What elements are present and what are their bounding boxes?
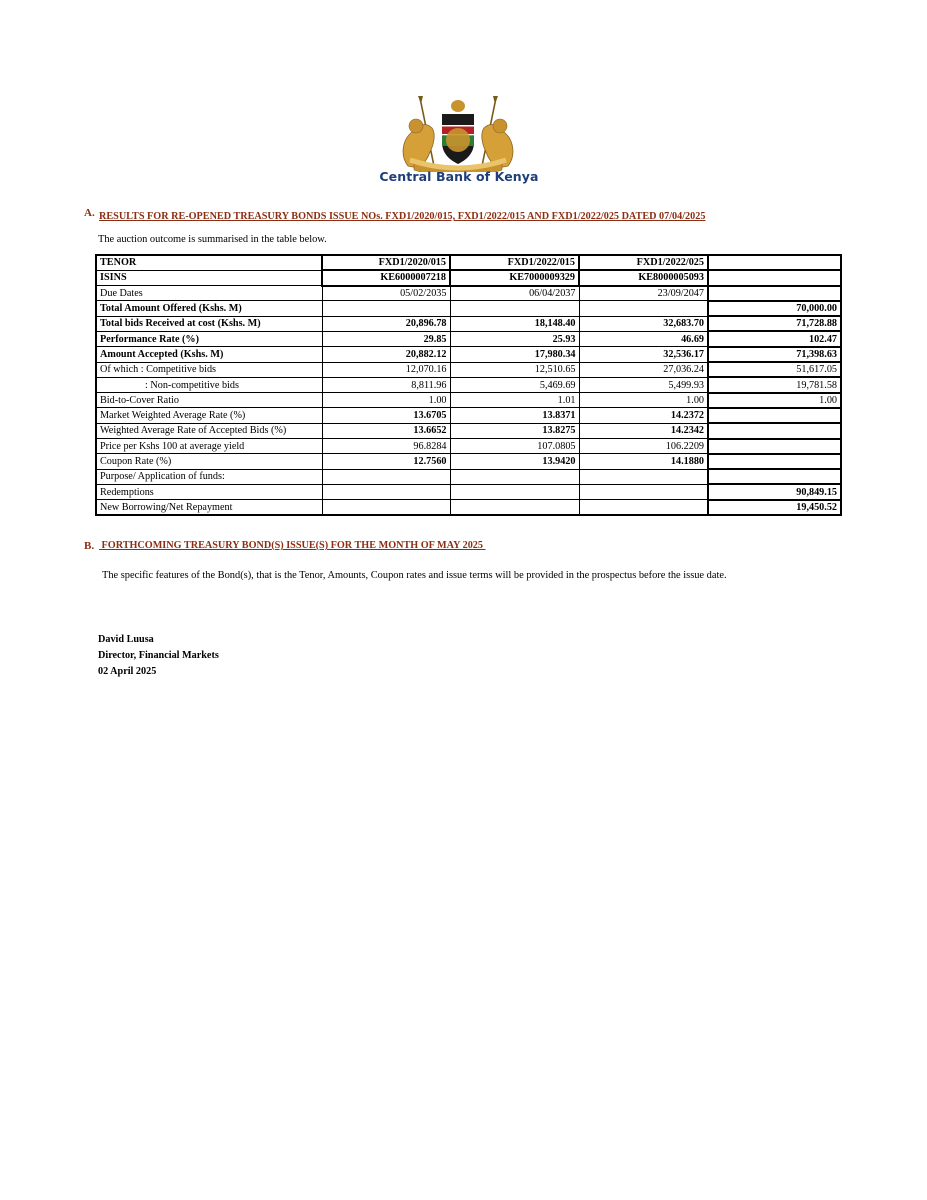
row-label-cell: Purpose/ Application of funds: (96, 469, 322, 484)
row-label-cell: Weighted Average Rate of Accepted Bids (%) (96, 423, 322, 438)
table-row (96, 469, 841, 484)
value-cell (322, 469, 450, 484)
value-cell: 32,536.17 (579, 347, 708, 362)
auction-results-table (95, 254, 842, 516)
value-cell: 106.2209 (579, 439, 708, 454)
table-row (96, 500, 841, 515)
total-cell: 19,450.52 (708, 500, 841, 515)
value-cell: 17,980.34 (450, 347, 579, 362)
value-cell: KE7000009329 (450, 270, 579, 285)
value-cell (450, 469, 579, 484)
value-cell: 46.69 (579, 331, 708, 346)
value-cell: 14.2372 (579, 408, 708, 423)
total-cell: 70,000.00 (708, 301, 841, 316)
table-row (96, 439, 841, 454)
value-cell: KE6000007218 (322, 270, 450, 285)
value-cell: FXD1/2022/015 (450, 255, 579, 270)
row-label-cell: Price per Kshs 100 at average yield (96, 439, 322, 454)
total-cell: 90,849.15 (708, 484, 841, 499)
table-row (96, 270, 841, 285)
value-cell: 06/04/2037 (450, 286, 579, 301)
value-cell: 96.8284 (322, 439, 450, 454)
value-cell: 13.9420 (450, 454, 579, 469)
table-row (96, 301, 841, 316)
value-cell (450, 500, 579, 515)
section-b-letter: B. (84, 540, 95, 552)
table-row (96, 484, 841, 499)
value-cell: 14.2342 (579, 423, 708, 438)
table-row (96, 454, 841, 469)
value-cell (322, 301, 450, 316)
row-label-cell: Redemptions (96, 484, 322, 499)
total-cell: 71,728.88 (708, 316, 841, 331)
row-label-cell: ISINS (96, 270, 322, 285)
row-label-cell: TENOR (96, 255, 322, 270)
table-row (96, 408, 841, 423)
value-cell: 13.6705 (322, 408, 450, 423)
total-cell: 19,781.58 (708, 377, 841, 392)
value-cell: 32,683.70 (579, 316, 708, 331)
row-label-cell: New Borrowing/Net Repayment (96, 500, 322, 515)
section-a-title: RESULTS FOR RE-OPENED TREASURY BONDS ISSUE NOs. FXD1/2020/015, FXD1/2022/015 AND FXD1/2022/025 DATED 07/04/2025 (99, 211, 706, 222)
row-label-cell: Market Weighted Average Rate (%) (96, 408, 322, 423)
value-cell: 13.8371 (450, 408, 579, 423)
value-cell: 5,469.69 (450, 377, 579, 392)
total-cell (708, 423, 841, 438)
bank-name: Central Bank of Kenya (379, 169, 539, 184)
value-cell (450, 484, 579, 499)
value-cell (579, 301, 708, 316)
value-cell: 05/02/2035 (322, 286, 450, 301)
value-cell: 1.01 (450, 393, 579, 408)
total-cell: 71,398.63 (708, 347, 841, 362)
row-label-cell: Coupon Rate (%) (96, 454, 322, 469)
total-cell: 102.47 (708, 331, 841, 346)
total-cell (708, 286, 841, 301)
row-label-cell: Total Amount Offered (Kshs. M) (96, 301, 322, 316)
row-label-cell: Amount Accepted (Kshs. M) (96, 347, 322, 362)
value-cell: 1.00 (579, 393, 708, 408)
signatory-name: David Luusa (98, 634, 154, 645)
table-row (96, 316, 841, 331)
value-cell (450, 301, 579, 316)
value-cell: 13.6652 (322, 423, 450, 438)
value-cell: 20,882.12 (322, 347, 450, 362)
value-cell: 1.00 (322, 393, 450, 408)
row-label-cell: Total bids Received at cost (Kshs. M) (96, 316, 322, 331)
value-cell: FXD1/2022/025 (579, 255, 708, 270)
table-row (96, 393, 841, 408)
table-row (96, 362, 841, 377)
total-cell: 1.00 (708, 393, 841, 408)
value-cell: 8,811.96 (322, 377, 450, 392)
section-b-title: FORTHCOMING TREASURY BOND(S) ISSUE(S) FOR THE MONTH OF MAY 2025 (99, 540, 486, 551)
row-label-cell: Of which : Competitive bids (96, 362, 322, 377)
value-cell (322, 500, 450, 515)
row-label-cell: Due Dates (96, 286, 322, 301)
table-row (96, 255, 841, 270)
signatory-title: Director, Financial Markets (98, 650, 219, 661)
value-cell: 20,896.78 (322, 316, 450, 331)
total-cell: 51,617.05 (708, 362, 841, 377)
value-cell: 12,070.16 (322, 362, 450, 377)
section-a-letter: A. (84, 207, 95, 219)
total-cell (708, 469, 841, 484)
value-cell: 25.93 (450, 331, 579, 346)
row-label-cell: : Non-competitive bids (96, 377, 322, 392)
value-cell: FXD1/2020/015 (322, 255, 450, 270)
value-cell (322, 484, 450, 499)
value-cell: 12,510.65 (450, 362, 579, 377)
value-cell: 12.7560 (322, 454, 450, 469)
value-cell: 14.1880 (579, 454, 708, 469)
value-cell: 27,036.24 (579, 362, 708, 377)
section-a-intro: The auction outcome is summarised in the table below. (98, 234, 327, 245)
value-cell (579, 484, 708, 499)
value-cell (579, 469, 708, 484)
table-row (96, 331, 841, 346)
value-cell: 13.8275 (450, 423, 579, 438)
value-cell: 5,499.93 (579, 377, 708, 392)
results-table-body (96, 255, 841, 515)
value-cell: 29.85 (322, 331, 450, 346)
table-row (96, 347, 841, 362)
value-cell: 23/09/2047 (579, 286, 708, 301)
signature-date: 02 April 2025 (98, 666, 157, 677)
total-cell (708, 439, 841, 454)
table-row (96, 423, 841, 438)
total-cell (708, 255, 841, 270)
section-b-text: The specific features of the Bond(s), that is the Tenor, Amounts, Coupon rates and issue terms will be provided in the prospectus before the issue date. (102, 570, 727, 581)
value-cell: KE8000005093 (579, 270, 708, 285)
value-cell: 18,148.40 (450, 316, 579, 331)
row-label-cell: Bid-to-Cover Ratio (96, 393, 322, 408)
total-cell (708, 270, 841, 285)
value-cell (579, 500, 708, 515)
value-cell: 107.0805 (450, 439, 579, 454)
table-row (96, 286, 841, 301)
total-cell (708, 408, 841, 423)
total-cell (708, 454, 841, 469)
table-row (96, 377, 841, 392)
row-label-cell: Performance Rate (%) (96, 331, 322, 346)
